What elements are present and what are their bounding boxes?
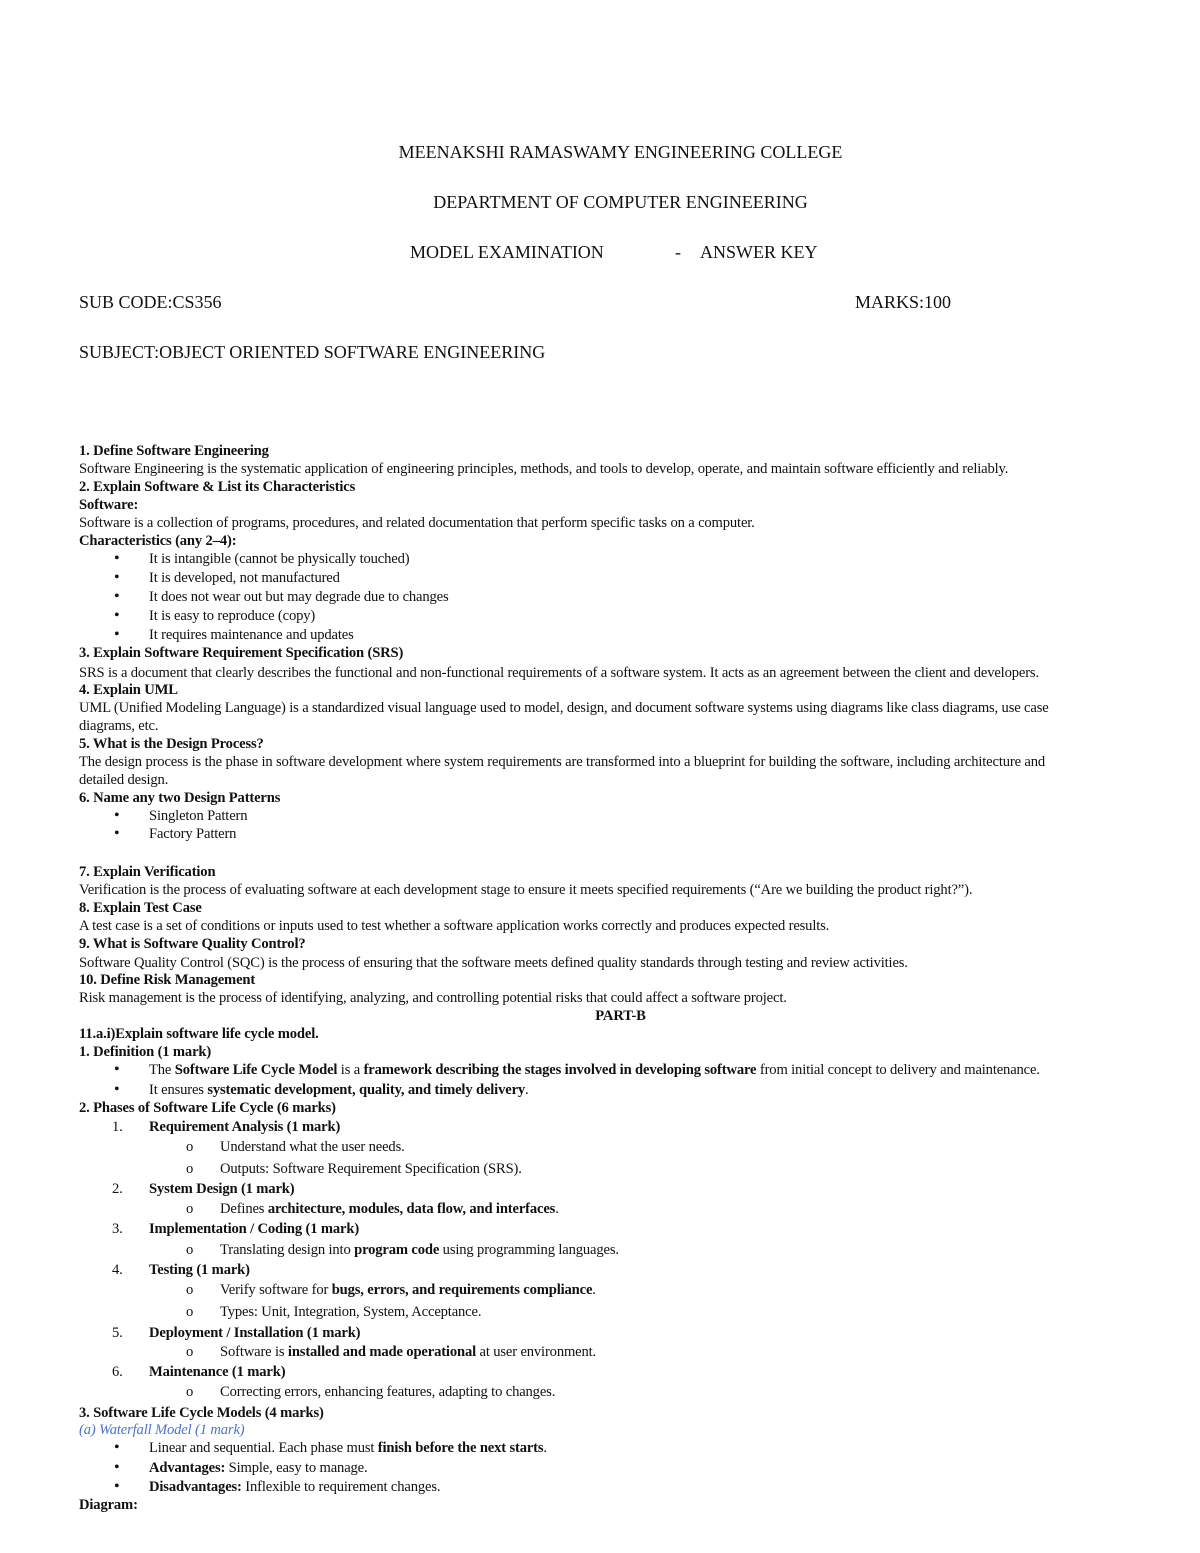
text-segment: Translating design into bbox=[220, 1242, 355, 1258]
text-segment: Verification is the process of evaluating software at each development stage to ensure it meets specified requirements (“Are we building the product right?”). bbox=[79, 882, 973, 898]
text-segment: Software Engineering is the systematic application of engineering principles, methods, and tools to develop, operate, and maintain software efficiently and reliably. bbox=[79, 461, 1009, 477]
paragraph-line bbox=[79, 664, 1039, 682]
text-segment: Maintenance (1 mark) bbox=[149, 1364, 286, 1380]
subject-code: SUB CODE:CS356 bbox=[79, 292, 222, 312]
text-segment: using programming languages. bbox=[439, 1242, 619, 1258]
text-segment: bugs, errors, and requirements compliance bbox=[331, 1282, 593, 1298]
text-segment: is a bbox=[337, 1062, 364, 1078]
list-item bbox=[79, 807, 247, 825]
text-segment: Linear and sequential. Each phase must bbox=[149, 1440, 378, 1456]
bullet-icon: o bbox=[186, 1282, 194, 1298]
college-name: MEENAKSHI RAMASWAMY ENGINEERING COLLEGE bbox=[398, 142, 843, 162]
section-heading bbox=[79, 735, 264, 753]
list-item bbox=[79, 1343, 596, 1361]
paragraph-line bbox=[79, 1421, 245, 1439]
text-segment: Characteristics (any 2–4): bbox=[79, 533, 237, 549]
list-item bbox=[79, 588, 449, 606]
list-number: 6. bbox=[112, 1364, 123, 1380]
total-marks: MARKS:100 bbox=[855, 292, 952, 312]
list-item bbox=[79, 1200, 559, 1218]
bullet-icon: • bbox=[114, 588, 120, 605]
text-segment: Outputs: Software Requirement Specification (SRS). bbox=[220, 1161, 522, 1177]
bullet-icon: • bbox=[114, 569, 120, 586]
text-segment: 8. Explain Test Case bbox=[79, 900, 202, 916]
text-segment: It is developed, not manufactured bbox=[149, 570, 340, 586]
list-number: 1. bbox=[112, 1119, 123, 1135]
text-segment: Types: Unit, Integration, System, Acceptance. bbox=[220, 1304, 482, 1320]
text-segment: Diagram: bbox=[79, 1497, 138, 1513]
section-heading bbox=[79, 971, 255, 989]
text-segment: UML (Unified Modeling Language) is a standardized visual language used to model, design, and document software systems using diagrams like class diagrams, use case bbox=[79, 700, 1049, 716]
list-number: 4. bbox=[112, 1262, 123, 1278]
list-item bbox=[79, 1363, 285, 1381]
paragraph-line bbox=[79, 514, 755, 532]
list-number: 3. bbox=[112, 1221, 123, 1237]
paragraph-line bbox=[79, 771, 168, 789]
text-segment: 2. Explain Software & List its Characteristics bbox=[79, 479, 356, 495]
list-number: 2. bbox=[112, 1181, 123, 1197]
text-segment: Simple, easy to manage. bbox=[225, 1460, 368, 1476]
text-segment: . bbox=[555, 1201, 559, 1217]
text-segment: System Design (1 mark) bbox=[149, 1181, 295, 1197]
section-heading bbox=[79, 496, 138, 514]
text-segment: Software: bbox=[79, 497, 139, 513]
bullet-icon: o bbox=[186, 1384, 194, 1400]
list-item bbox=[79, 1241, 619, 1259]
text-segment: It is easy to reproduce (copy) bbox=[149, 608, 316, 624]
part-heading bbox=[0, 1007, 1200, 1025]
text-segment: 11.a.i)Explain software life cycle model. bbox=[79, 1026, 319, 1042]
text-segment: The design process is the phase in software development where system requirements are transformed into a blueprint for building the software, including architecture and bbox=[79, 754, 1046, 770]
text-segment: It is intangible (cannot be physically touched) bbox=[149, 551, 410, 567]
department-name: DEPARTMENT OF COMPUTER ENGINEERING bbox=[433, 192, 808, 212]
text-segment: Implementation / Coding (1 mark) bbox=[149, 1221, 360, 1237]
list-item bbox=[79, 1383, 555, 1401]
paragraph-line bbox=[79, 699, 1049, 717]
list-item bbox=[79, 607, 315, 625]
paragraph-line bbox=[79, 954, 908, 972]
text-segment: It does not wear out but may degrade due to changes bbox=[149, 589, 449, 605]
section-heading bbox=[79, 442, 269, 460]
text-segment: The bbox=[149, 1062, 175, 1078]
bullet-icon: • bbox=[114, 626, 120, 643]
exam-title: MODEL EXAMINATION bbox=[410, 242, 604, 262]
bullet-icon: • bbox=[114, 550, 120, 567]
bullet-icon: • bbox=[114, 1439, 120, 1456]
text-segment: 10. Define Risk Management bbox=[79, 972, 256, 988]
text-segment: diagrams, etc. bbox=[79, 718, 159, 734]
paragraph-line bbox=[79, 989, 787, 1007]
list-item bbox=[79, 1281, 596, 1299]
bullet-icon: • bbox=[114, 807, 120, 824]
text-segment: Understand what the user needs. bbox=[220, 1139, 405, 1155]
list-item bbox=[79, 1160, 522, 1178]
bullet-icon: • bbox=[114, 1478, 120, 1495]
text-segment: Requirement Analysis (1 mark) bbox=[149, 1119, 341, 1135]
section-heading bbox=[79, 1043, 211, 1061]
list-item bbox=[79, 1118, 340, 1136]
text-segment: Defines bbox=[220, 1201, 268, 1217]
text-segment: SRS is a document that clearly describes the functional and non-functional requirements of a software system. It acts as an agreement between the client and developers. bbox=[79, 665, 1039, 681]
section-heading bbox=[79, 1496, 138, 1514]
text-segment: Advantages: bbox=[149, 1460, 226, 1476]
text-segment: program code bbox=[354, 1242, 440, 1258]
list-item bbox=[79, 626, 354, 644]
text-segment: at user environment. bbox=[476, 1344, 597, 1360]
list-item bbox=[79, 1459, 368, 1477]
list-item bbox=[79, 1261, 250, 1279]
text-segment: from initial concept to delivery and maintenance. bbox=[756, 1062, 1040, 1078]
text-segment: Verify software for bbox=[220, 1282, 332, 1298]
text-segment: 6. Name any two Design Patterns bbox=[79, 790, 281, 806]
bullet-icon: o bbox=[186, 1161, 194, 1177]
paragraph-line bbox=[79, 881, 972, 899]
text-segment: Deployment / Installation (1 mark) bbox=[149, 1325, 361, 1341]
text-segment: 9. What is Software Quality Control? bbox=[79, 936, 306, 952]
section-heading bbox=[79, 478, 355, 496]
text-segment: framework describing the stages involved in developing software bbox=[363, 1062, 757, 1078]
list-item bbox=[79, 1478, 440, 1496]
text-segment: Factory Pattern bbox=[149, 826, 237, 842]
text-segment: 3. Software Life Cycle Models (4 marks) bbox=[79, 1405, 324, 1421]
text-segment: Correcting errors, enhancing features, adapting to changes. bbox=[220, 1384, 556, 1400]
text-segment: . bbox=[525, 1082, 529, 1098]
text-segment: Software Quality Control (SQC) is the process of ensuring that the software meets defined quality standards through testing and review activities. bbox=[79, 955, 908, 971]
section-heading bbox=[79, 644, 403, 662]
list-item bbox=[79, 1439, 547, 1457]
bullet-icon: • bbox=[114, 825, 120, 842]
text-segment: 3. Explain Software Requirement Specification (SRS) bbox=[79, 645, 404, 661]
bullet-icon: • bbox=[114, 1061, 120, 1078]
bullet-icon: • bbox=[114, 607, 120, 624]
paragraph-line bbox=[79, 917, 829, 935]
list-item bbox=[79, 1061, 1040, 1079]
section-heading bbox=[79, 681, 178, 699]
list-item bbox=[79, 1081, 529, 1099]
section-heading bbox=[79, 899, 202, 917]
list-item bbox=[79, 569, 340, 587]
list-item bbox=[79, 1324, 360, 1342]
section-heading bbox=[79, 789, 280, 807]
section-heading bbox=[79, 1099, 336, 1117]
text-segment: . bbox=[592, 1282, 596, 1298]
text-segment: 5. What is the Design Process? bbox=[79, 736, 264, 752]
bullet-icon: o bbox=[186, 1344, 194, 1360]
text-segment: Inflexible to requirement changes. bbox=[241, 1479, 441, 1495]
list-item bbox=[79, 1220, 359, 1238]
bullet-icon: • bbox=[114, 1459, 120, 1476]
bullet-icon: o bbox=[186, 1304, 194, 1320]
bullet-icon: o bbox=[186, 1242, 194, 1258]
text-segment: A test case is a set of conditions or inputs used to test whether a software application works correctly and produces expected results. bbox=[79, 918, 830, 934]
text-segment: finish before the next starts bbox=[377, 1440, 544, 1456]
text-segment: . bbox=[543, 1440, 547, 1456]
section-heading bbox=[79, 532, 236, 550]
text-segment: 4. Explain UML bbox=[79, 682, 178, 698]
paragraph-line bbox=[79, 460, 1008, 478]
text-segment: It ensures bbox=[149, 1082, 208, 1098]
section-heading bbox=[79, 1404, 324, 1422]
section-heading bbox=[79, 863, 215, 881]
text-segment: installed and made operational bbox=[287, 1344, 476, 1360]
list-item bbox=[79, 1303, 481, 1321]
list-item bbox=[79, 825, 236, 843]
text-segment: 1. Definition (1 mark) bbox=[79, 1044, 212, 1060]
section-heading bbox=[79, 1025, 319, 1043]
paragraph-line bbox=[79, 717, 158, 735]
text-segment: PART-B bbox=[595, 1008, 646, 1024]
text-segment: Testing (1 mark) bbox=[149, 1262, 250, 1278]
list-item bbox=[79, 1138, 405, 1156]
list-item bbox=[79, 550, 409, 568]
bullet-icon: o bbox=[186, 1201, 194, 1217]
text-segment: (a) Waterfall Model (1 mark) bbox=[79, 1422, 245, 1438]
text-segment: detailed design. bbox=[79, 772, 169, 788]
answer-key-title: ANSWER KEY bbox=[700, 242, 818, 262]
text-segment: Disadvantages: bbox=[149, 1479, 242, 1495]
text-segment: Software is bbox=[220, 1344, 288, 1360]
text-segment: architecture, modules, data flow, and interfaces bbox=[267, 1201, 556, 1217]
bullet-icon: • bbox=[114, 1081, 120, 1098]
text-segment: Risk management is the process of identifying, analyzing, and controlling potential risks that could affect a software project. bbox=[79, 990, 787, 1006]
bullet-icon: o bbox=[186, 1139, 194, 1155]
text-segment: 2. Phases of Software Life Cycle (6 marks) bbox=[79, 1100, 336, 1116]
text-segment: Singleton Pattern bbox=[149, 808, 248, 824]
paragraph-line bbox=[79, 753, 1045, 771]
text-segment: Software is a collection of programs, procedures, and related documentation that perform specific tasks on a computer. bbox=[79, 515, 755, 531]
list-item bbox=[79, 1180, 294, 1198]
text-segment: 1. Define Software Engineering bbox=[79, 443, 269, 459]
text-segment: It requires maintenance and updates bbox=[149, 627, 354, 643]
text-segment: systematic development, quality, and timely delivery bbox=[207, 1082, 526, 1098]
list-number: 5. bbox=[112, 1325, 123, 1341]
title-dash: - bbox=[675, 242, 681, 262]
subject-name: SUBJECT:OBJECT ORIENTED SOFTWARE ENGINEERING bbox=[79, 342, 546, 362]
text-segment: 7. Explain Verification bbox=[79, 864, 216, 880]
text-segment: Software Life Cycle Model bbox=[174, 1062, 338, 1078]
section-heading bbox=[79, 935, 306, 953]
